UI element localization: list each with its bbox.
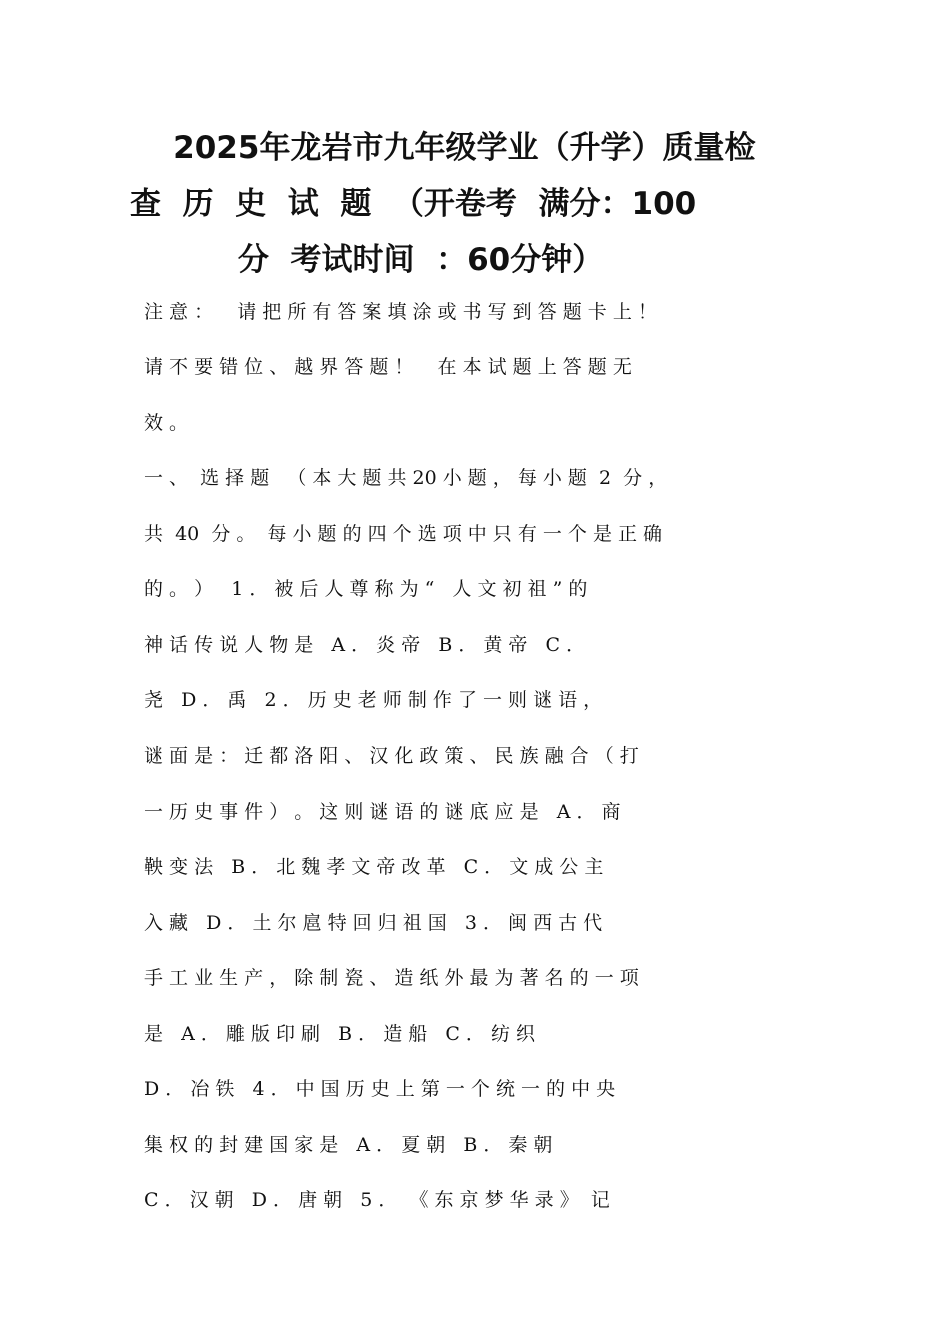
title-line-3: 分 考试时间 ：60分钟） (130, 242, 604, 278)
title-line-2: 查 历 史 试 题 （开卷考 满分：100 (130, 186, 697, 222)
body-line-17: C ． 汉 朝 D ． 唐 朝 5 ． 《 东 京 梦 华 录 》 记 (144, 1189, 610, 1211)
body-line-14: 是 A ． 雕 版 印 刷 B ． 造 船 C ． 纺 织 (144, 1023, 536, 1045)
body-line-1: 注 意 ： 请 把 所 有 答 案 填 涂 或 书 写 到 答 题 卡 上 ！ (144, 301, 657, 323)
body-line-13: 手 工 业 生 产 ， 除 制 瓷 、 造 纸 外 最 为 著 名 的 一 项 (144, 967, 639, 989)
body-line-15: D ． 冶 铁 4 ． 中 国 历 史 上 第 一 个 统 一 的 中 央 (144, 1078, 616, 1100)
body-line-9: 谜 面 是 ： 迁 都 洛 阳 、 汉 化 政 策 、 民 族 融 合 （ 打 (144, 745, 639, 767)
body-line-12: 入 藏 D ． 土 尔 扈 特 回 归 祖 国 3 ． 闽 西 古 代 (144, 912, 603, 934)
body-line-3: 效 。 (144, 412, 189, 434)
body-line-6: 的 。 ） 1 ． 被 后 人 尊 称 为 “ 人 文 初 祖 ” 的 (144, 578, 588, 600)
body-line-8: 尧 D ． 禹 2 ． 历 史 老 师 制 作 了 一 则 谜 语 ， (144, 689, 603, 711)
body-line-11: 鞅 变 法 B ． 北 魏 孝 文 帝 改 革 C ． 文 成 公 主 (144, 856, 604, 878)
body-line-7: 神 话 传 说 人 物 是 A ． 炎 帝 B ． 黄 帝 C ． (144, 634, 586, 656)
body-line-4: 一 、 选 择 题 （ 本 大 题 共 20 小 题 ， 每 小 题 2 分 ， (144, 467, 668, 489)
body-line-2: 请 不 要 错 位 、 越 界 答 题 ！ 在 本 试 题 上 答 题 无 (144, 356, 632, 378)
body-line-10: 一 历 史 事 件 ） 。 这 则 谜 语 的 谜 底 应 是 A ． 商 (144, 801, 621, 823)
title-line-1: 2025年龙岩市九年级学业（升学）质量检 (130, 130, 756, 166)
body-line-16: 集 权 的 封 建 国 家 是 A ． 夏 朝 B ． 秦 朝 (144, 1134, 553, 1156)
body-line-5: 共 40 分 。 每 小 题 的 四 个 选 项 中 只 有 一 个 是 正 确 (144, 523, 663, 545)
